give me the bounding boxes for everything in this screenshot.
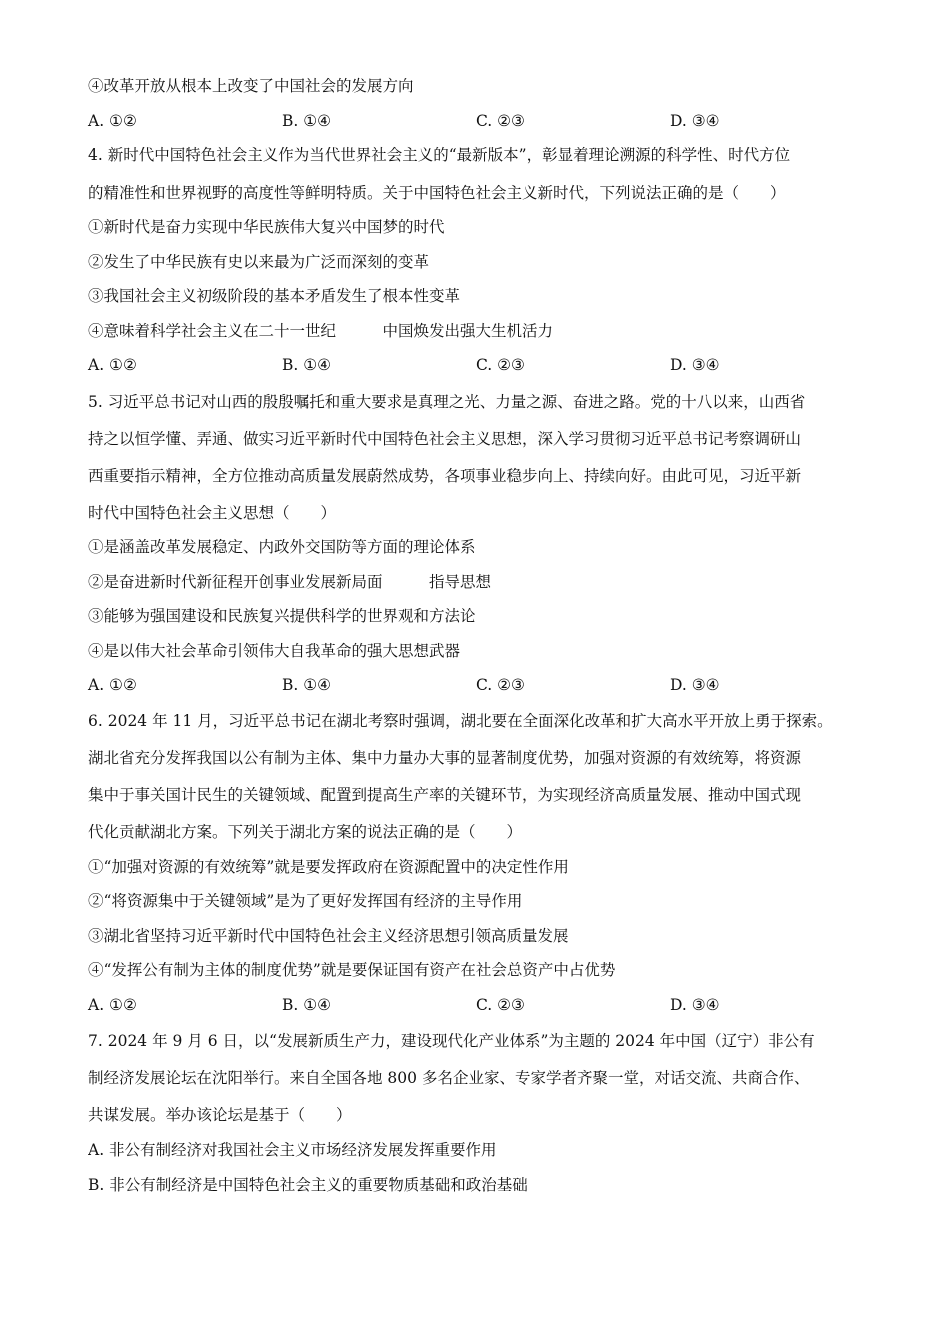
- q4-stem-line-1: 4. 新时代中国特色社会主义作为当代世界社会主义的“最新版本”，彰显着理论溯源的科学性、时代方位: [88, 146, 791, 164]
- q4-option-c[interactable]: C. ②③: [476, 356, 525, 374]
- q5-stem-line-3: 西重要指示精神，全方位推动高质量发展蔚然成势，各项事业稳步向上、持续向好。由此可见，习近平新: [88, 467, 802, 485]
- q6-option-b[interactable]: B. ①④: [282, 996, 332, 1014]
- q4-options: [88, 354, 868, 376]
- q5-item-2: ②是奋进新时代新征程开创事业发展新局面 指导思想: [88, 573, 492, 591]
- q4-item-4: ④意味着科学社会主义在二十一世纪 中国焕发出强大生机活力: [88, 322, 554, 340]
- q6-item-4: ④“发挥公有制为主体的制度优势”就是要保证国有资产在社会总资产中占优势: [88, 961, 616, 979]
- q6-item-3: ③湖北省坚持习近平新时代中国特色社会主义经济思想引领高质量发展: [88, 927, 569, 945]
- q7-stem-line-1: 7. 2024 年 9 月 6 日，以“发展新质生产力，建设现代化产业体系”为主题的 2024 年中国（辽宁）非公有: [88, 1032, 815, 1050]
- q6-item-2: ②“将资源集中于关键领域”是为了更好发挥国有经济的主导作用: [88, 892, 523, 910]
- q3-option-b[interactable]: B. ①④: [282, 112, 332, 130]
- q6-stem-line-4: 代化贡献湖北方案。下列关于湖北方案的说法正确的是（ ）: [88, 823, 523, 841]
- q4-item-1: ①新时代是奋力实现中华民族伟大复兴中国梦的时代: [88, 218, 445, 236]
- q5-option-b[interactable]: B. ①④: [282, 676, 332, 694]
- q5-stem-line-4: 时代中国特色社会主义思想（ ）: [88, 504, 337, 522]
- q6-options: [88, 994, 868, 1016]
- q5-options: [88, 674, 868, 696]
- q5-item-3: ③能够为强国建设和民族复兴提供科学的世界观和方法论: [88, 607, 476, 625]
- q7-option-b[interactable]: B. 非公有制经济是中国特色社会主义的重要物质基础和政治基础: [88, 1176, 528, 1194]
- q3-item-4: ④改革开放从根本上改变了中国社会的发展方向: [88, 77, 414, 95]
- q4-item-2: ②发生了中华民族有史以来最为广泛而深刻的变革: [88, 253, 430, 271]
- q6-option-a[interactable]: A. ①②: [88, 996, 137, 1014]
- q4-item-3: ③我国社会主义初级阶段的基本矛盾发生了根本性变革: [88, 287, 461, 305]
- q5-item-1: ①是涵盖改革发展稳定、内政外交国防等方面的理论体系: [88, 538, 476, 556]
- q6-item-1: ①“加强对资源的有效统筹”就是要发挥政府在资源配置中的决定性作用: [88, 858, 569, 876]
- q3-option-a[interactable]: A. ①②: [88, 112, 137, 130]
- q3-option-d[interactable]: D. ③④: [670, 112, 720, 130]
- q7-stem-line-3: 共谋发展。举办该论坛是基于（ ）: [88, 1106, 352, 1124]
- q4-stem-line-2: 的精准性和世界视野的高度性等鲜明特质。关于中国特色社会主义新时代，下列说法正确的是（ ）: [88, 184, 786, 202]
- q5-stem-line-1: 5. 习近平总书记对山西的殷殷嘱托和重大要求是真理之光、力量之源、奋进之路。党的十八以来，山西省: [88, 393, 806, 411]
- q4-option-a[interactable]: A. ①②: [88, 356, 137, 374]
- q5-option-d[interactable]: D. ③④: [670, 676, 720, 694]
- q3-options: [88, 110, 868, 132]
- q5-stem-line-2: 持之以恒学懂、弄通、做实习近平新时代中国特色社会主义思想，深入学习贯彻习近平总书记考察调研山: [88, 430, 802, 448]
- q6-stem-line-2: 湖北省充分发挥我国以公有制为主体、集中力量办大事的显著制度优势，加强对资源的有效统筹，将资源: [88, 749, 802, 767]
- q7-option-a[interactable]: A. 非公有制经济对我国社会主义市场经济发展发挥重要作用: [88, 1141, 497, 1159]
- q3-option-c[interactable]: C. ②③: [476, 112, 525, 130]
- q5-option-a[interactable]: A. ①②: [88, 676, 137, 694]
- q5-item-4: ④是以伟大社会革命引领伟大自我革命的强大思想武器: [88, 642, 461, 660]
- q7-stem-line-2: 制经济发展论坛在沈阳举行。来自全国各地 800 多名企业家、专家学者齐聚一堂，对话交流、共商合作、: [88, 1069, 810, 1087]
- q6-stem-line-3: 集中于事关国计民生的关键领域、配置到提高生产率的关键环节，为实现经济高质量发展、推动中国式现: [88, 786, 802, 804]
- q5-option-c[interactable]: C. ②③: [476, 676, 525, 694]
- q4-option-b[interactable]: B. ①④: [282, 356, 332, 374]
- q6-stem-line-1: 6. 2024 年 11 月，习近平总书记在湖北考察时强调，湖北要在全面深化改革和扩大高水平开放上勇于探索。: [88, 712, 833, 730]
- q6-option-c[interactable]: C. ②③: [476, 996, 525, 1014]
- q6-option-d[interactable]: D. ③④: [670, 996, 720, 1014]
- q4-option-d[interactable]: D. ③④: [670, 356, 720, 374]
